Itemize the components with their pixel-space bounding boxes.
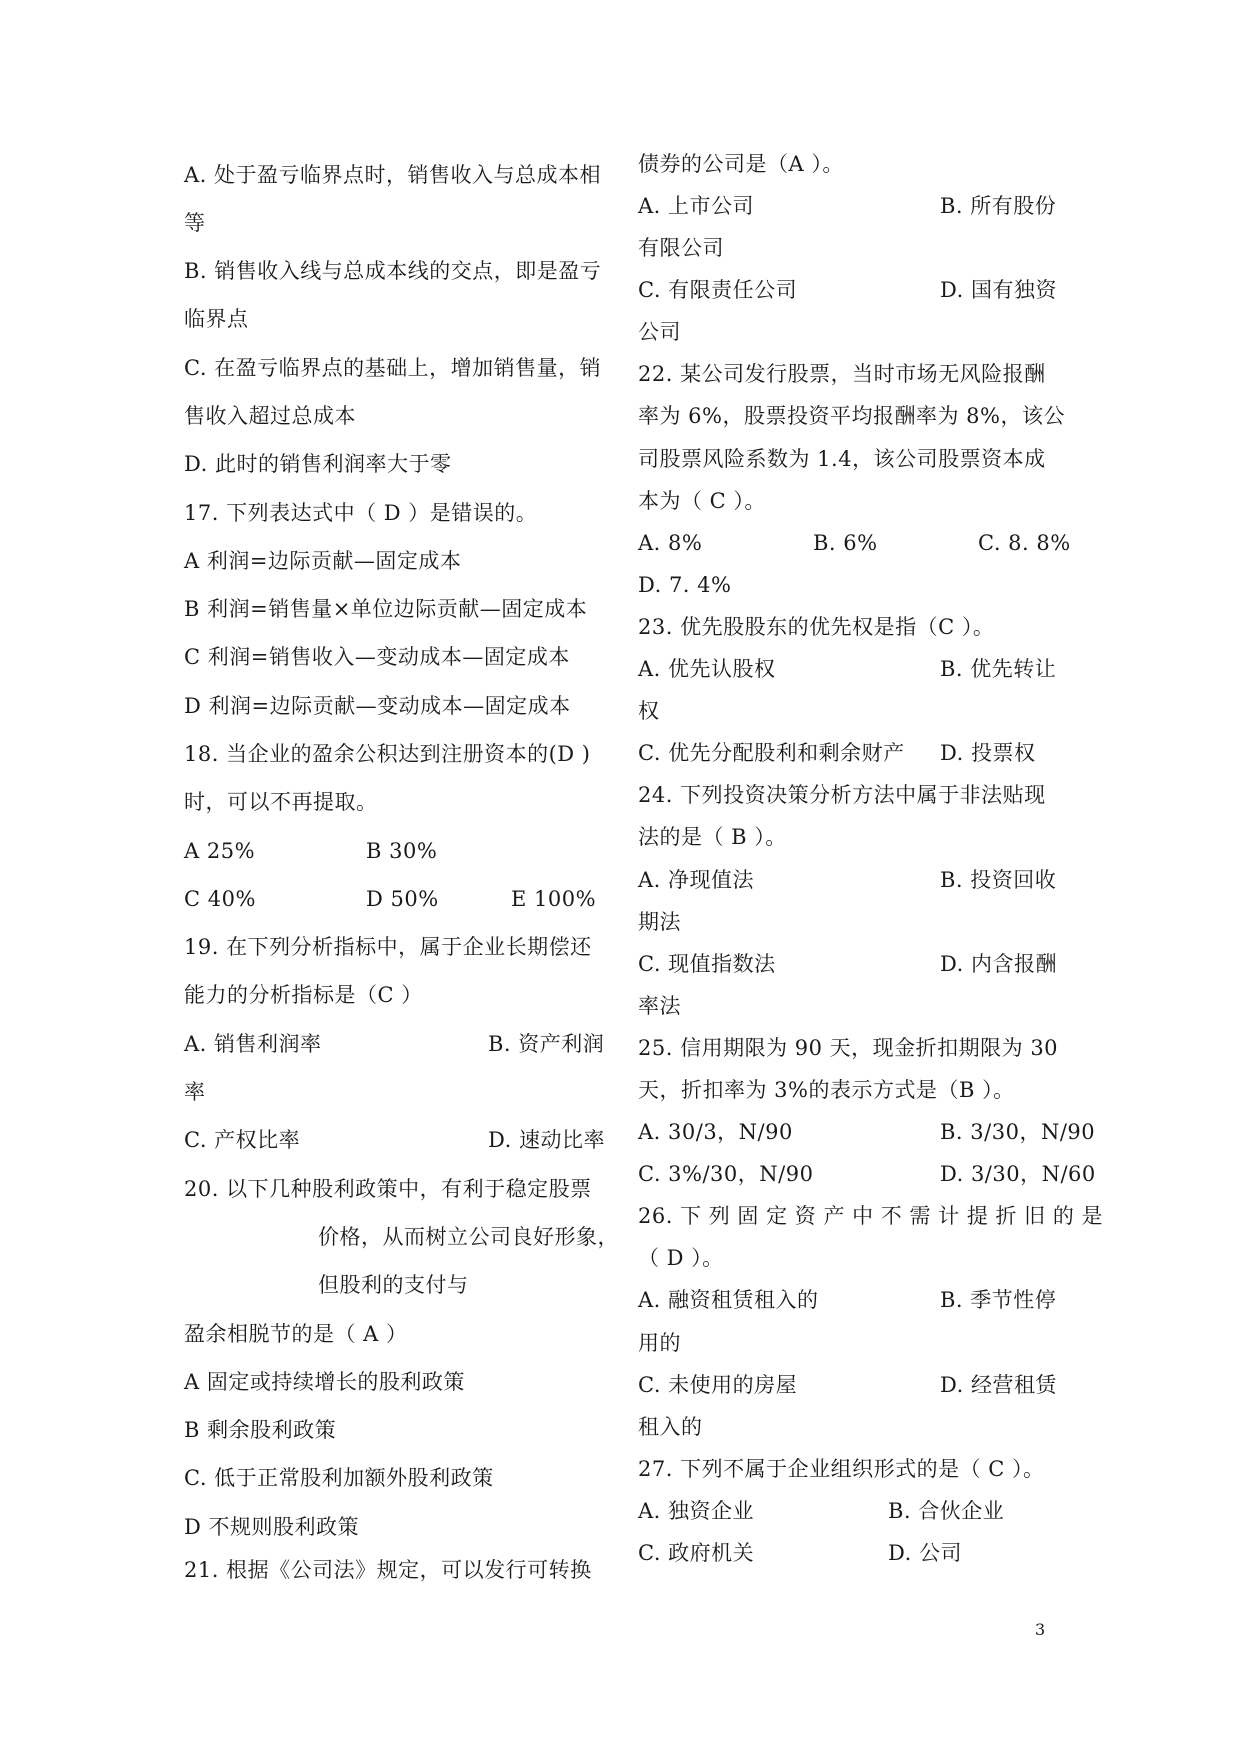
option-c: C. 政府机关: [638, 1541, 755, 1565]
option-c: C. 8. 8%: [978, 531, 1071, 555]
text-line: 等: [184, 211, 206, 235]
option-d: D. 3/30，N/60: [940, 1162, 1096, 1186]
text-line: 价格，从而树立公司良好形象，: [318, 1225, 619, 1249]
text-line: 有限公司: [638, 236, 724, 260]
text-line: 盈余相脱节的是（ A ）: [184, 1322, 408, 1346]
option-b: B. 所有股份: [940, 194, 1057, 218]
text-line: D 利润=边际贡献—变动成本—固定成本: [184, 694, 571, 718]
option-b: B. 3/30，N/90: [940, 1120, 1096, 1144]
text-line: 租入的: [638, 1415, 703, 1439]
text-line: 公司: [638, 320, 681, 344]
option-d: D. 公司: [888, 1541, 962, 1565]
option-b: B. 季节性停: [940, 1288, 1057, 1312]
text-line: 法的是（ B ）。: [638, 825, 787, 849]
option-d: D. 7. 4%: [638, 573, 732, 597]
question-18: 18. 当企业的盈余公积达到注册资本的(D ): [184, 742, 591, 766]
text-line: 能力的分析指标是（C ）: [184, 983, 423, 1007]
option-c: C 40%: [184, 887, 256, 911]
option-b: B. 合伙企业: [888, 1499, 1005, 1523]
question-26: 26. 下 列 固 定 资 产 中 不 需 计 提 折 旧 的 是: [638, 1204, 1104, 1228]
text-line: 债券的公司是（A ）。: [638, 152, 844, 176]
text-line: 天，折扣率为 3%的表示方式是（B ）。: [638, 1078, 1015, 1102]
text-line: 率: [184, 1080, 206, 1104]
option-c: C. 有限责任公司: [638, 278, 798, 302]
option-a: A. 销售利润率: [184, 1032, 322, 1056]
text-line: A. 处于盈亏临界点时，销售收入与总成本相: [184, 163, 602, 187]
question-24: 24. 下列投资决策分析方法中属于非法贴现: [638, 783, 1046, 807]
option-d: D 不规则股利政策: [184, 1515, 360, 1539]
text-line: （ D ）。: [638, 1246, 724, 1270]
text-line: D. 此时的销售利润率大于零: [184, 452, 452, 476]
question-21: 21. 根据《公司法》规定，可以发行可转换: [184, 1558, 592, 1582]
option-c: C. 现值指数法: [638, 952, 776, 976]
text-line: 本为（ C ）。: [638, 489, 766, 513]
text-line: 期法: [638, 910, 681, 934]
question-22: 22. 某公司发行股票，当时市场无风险报酬: [638, 362, 1046, 386]
option-a: A. 优先认股权: [638, 657, 776, 681]
text-line: 率为 6%，股票投资平均报酬率为 8%，该公: [638, 404, 1065, 428]
text-line: 用的: [638, 1331, 681, 1355]
option-b: B. 优先转让: [940, 657, 1057, 681]
text-line: 但股利的支付与: [318, 1273, 469, 1297]
question-20: 20. 以下几种股利政策中，有利于稳定股票: [184, 1177, 592, 1201]
option-b: B. 6%: [813, 531, 878, 555]
option-a: A. 独资企业: [638, 1499, 755, 1523]
text-line: 司股票风险系数为 1.4，该公司股票资本成: [638, 447, 1046, 471]
option-b: B. 资产利润: [488, 1032, 605, 1056]
option-d: D. 国有独资: [940, 278, 1057, 302]
option-c: C. 未使用的房屋: [638, 1373, 798, 1397]
question-23: 23. 优先股股东的优先权是指（C ）。: [638, 615, 995, 639]
option-b: B 剩余股利政策: [184, 1418, 337, 1442]
option-c: C. 3%/30，N/90: [638, 1162, 814, 1186]
text-line: 率法: [638, 994, 681, 1018]
text-line: A 利润=边际贡献—固定成本: [184, 549, 462, 573]
option-a: A. 上市公司: [638, 194, 755, 218]
option-d: D. 经营租赁: [940, 1373, 1057, 1397]
option-d: D. 投票权: [940, 741, 1036, 765]
option-a: A 固定或持续增长的股利政策: [184, 1370, 465, 1394]
option-b: B. 投资回收: [940, 868, 1057, 892]
option-a: A. 净现值法: [638, 868, 755, 892]
option-c: C. 低于正常股利加额外股利政策: [184, 1466, 494, 1490]
text-line: B. 销售收入线与总成本线的交点，即是盈亏: [184, 259, 602, 283]
text-line: 时，可以不再提取。: [184, 790, 378, 814]
text-line: C. 在盈亏临界点的基础上，增加销售量，销: [184, 356, 602, 380]
option-d: D. 速动比率: [488, 1128, 605, 1152]
text-line: 售收入超过总成本: [184, 404, 356, 428]
question-25: 25. 信用期限为 90 天，现金折扣期限为 30: [638, 1036, 1059, 1060]
option-a: A 25%: [184, 839, 256, 863]
question-17: 17. 下列表达式中（ D ）是错误的。: [184, 501, 538, 525]
option-e: E 100%: [511, 887, 597, 911]
text-line: B 利润=销售量×单位边际贡献—固定成本: [184, 597, 588, 621]
option-a: A. 8%: [638, 531, 703, 555]
option-d: D 50%: [366, 887, 439, 911]
option-a: A. 融资租赁租入的: [638, 1288, 819, 1312]
page-number: 3: [1035, 1620, 1046, 1639]
option-b: B 30%: [366, 839, 438, 863]
question-27: 27. 下列不属于企业组织形式的是（ C ）。: [638, 1457, 1045, 1481]
option-c: C. 产权比率: [184, 1128, 301, 1152]
text-line: C 利润=销售收入—变动成本—固定成本: [184, 645, 570, 669]
text-line: 权: [638, 699, 660, 723]
text-line: 临界点: [184, 307, 249, 331]
option-d: D. 内含报酬: [940, 952, 1057, 976]
question-19: 19. 在下列分析指标中，属于企业长期偿还: [184, 935, 592, 959]
option-a: A. 30/3，N/90: [638, 1120, 793, 1144]
option-c: C. 优先分配股利和剩余财产: [638, 741, 905, 765]
